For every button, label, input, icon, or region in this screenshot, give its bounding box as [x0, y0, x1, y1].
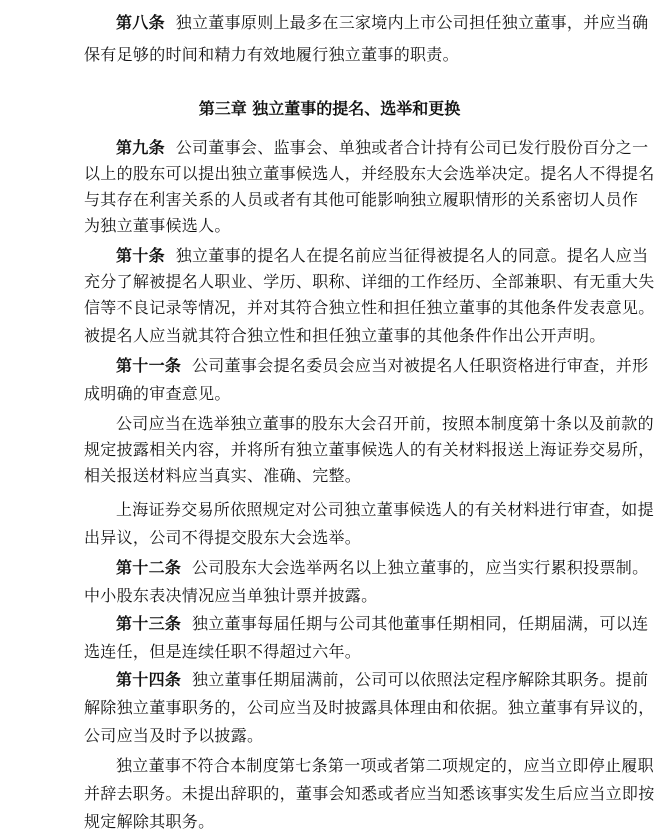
chapter-title: 第三章 独立董事的提名、选举和更换: [198, 99, 461, 118]
paragraph-3-line-3: 规定解除其职务。: [84, 812, 215, 831]
article-14-line-3: 公司应当及时予以披露。: [84, 726, 264, 745]
paragraph-1-line-1: 公司应当在选举独立董事的股东大会召开前，按照本制度第十条以及前款的: [116, 414, 654, 433]
article-number: 第十条: [116, 246, 165, 265]
article-12-line-1: 第十二条 公司股东大会选举两名以上独立董事的，应当实行累积投票制。: [116, 558, 649, 577]
paragraph-1-line-2: 规定披露相关内容，并将所有独立董事候选人的有关材料报送上海证券交易所，: [84, 440, 655, 459]
article-8-line-1: 第八条 独立董事原则上最多在三家境内上市公司担任独立董事，并应当确: [116, 13, 649, 32]
article-9-line-4: 为独立董事候选人。: [84, 216, 231, 235]
article-number: 第九条: [116, 138, 165, 157]
article-14-line-2: 解除独立董事职务的，公司应当及时披露具体理由和依据。独立董事有异议的，: [84, 698, 655, 717]
article-number: 第十三条: [116, 614, 182, 633]
article-number: 第十一条: [116, 356, 182, 375]
article-13-line-2: 选连任，但是连续任职不得超过六年。: [84, 642, 362, 661]
article-12-line-2: 中小股东表决情况应当单独计票并披露。: [84, 586, 378, 605]
article-8-line-2: 保有足够的时间和精力有效地履行独立董事的职责。: [84, 45, 459, 64]
article-10-line-3: 信等不良记录等情况，并对其符合独立性和担任独立董事的其他条件发表意见。: [84, 298, 655, 317]
article-number: 第十四条: [116, 670, 182, 689]
article-10-line-2: 充分了解被提名人职业、学历、职称、详细的工作经历、全部兼职、有无重大失: [84, 272, 655, 291]
paragraph-3-line-2: 并辞去职务。未提出辞职的，董事会知悉或者应当知悉该事实发生后应当立即按: [84, 784, 655, 803]
paragraph-1-line-3: 相关报送材料应当真实、准确、完整。: [84, 466, 362, 485]
article-10-line-4: 被提名人应当就其符合独立性和担任独立董事的其他条件作出公开声明。: [84, 326, 606, 345]
article-number: 第十二条: [116, 558, 182, 577]
article-10-line-1: 第十条 独立董事的提名人在提名前应当征得被提名人的同意。提名人应当: [116, 246, 649, 265]
article-11-line-1: 第十一条 公司董事会提名委员会应当对被提名人任职资格进行审查，并形: [116, 356, 649, 375]
paragraph-3-line-1: 独立董事不符合本制度第七条第一项或者第二项规定的，应当立即停止履职: [116, 756, 654, 775]
paragraph-2-line-2: 出异议，公司不得提交股东大会选举。: [84, 528, 362, 547]
article-11-line-2: 成明确的审查意见。: [84, 384, 231, 403]
article-9-line-1: 第九条 公司董事会、监事会、单独或者合计持有公司已发行股份百分之一: [116, 138, 649, 157]
paragraph-2-line-1: 上海证券交易所依照规定对公司独立董事候选人的有关材料进行审查，如提: [116, 500, 654, 519]
article-9-line-3: 与其存在利害关系的人员或者有其他可能影响独立履职情形的关系密切人员作: [84, 190, 639, 209]
article-13-line-1: 第十三条 独立董事每届任期与公司其他董事任期相同，任期届满，可以连: [116, 614, 649, 633]
article-number: 第八条: [116, 13, 165, 32]
article-14-line-1: 第十四条 独立董事任期届满前，公司可以依照法定程序解除其职务。提前: [116, 670, 649, 689]
article-9-line-2: 以上的股东可以提出独立董事候选人，并经股东大会选举决定。提名人不得提名: [84, 164, 655, 183]
